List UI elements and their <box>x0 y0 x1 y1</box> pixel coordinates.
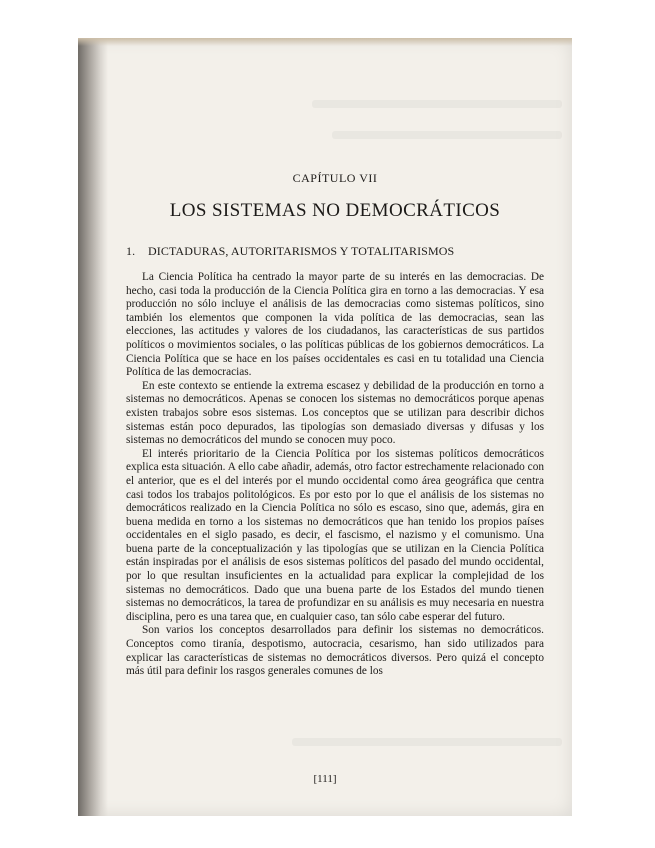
chapter-label: CAPÍTULO VII <box>292 171 378 185</box>
body-paragraph: El interés prioritario de la Ciencia Política por los sistemas políticos democráticos explica esta situación. A ello cabe añadir, además, otro factor estrechamente relacionado con el anterior, que es el del interés por el mundo occidental como área geográfica que centra casi todos los trabajos politológicos. Es por esto por lo que el análisis de los sistemas no democráticos realizado en la Ciencia Política no sólo es escaso, sino que, además, gira en buena medida en torno a los sistemas no democráticos que han tenido los propios países occidentales en el siglo pasado, es decir, el fascismo, el nazismo y el comunismo. Una buena parte de la conceptualización y las tipologías que se utilizan en la Ciencia Política están inspiradas por el análisis de esos sistemas políticos del pasado del mundo occidental, por lo que resultan insuficientes en la actualidad para explicar la complejidad de los sistemas no democráticos. Dado que una buena parte de los Estados del mundo tienen sistemas no democráticos, la tarea de profundizar en su análisis es muy necesaria en nuestra disciplina, pero es una tarea que, en cualquier caso, tan sólo cabe esperar del futuro. <box>126 447 544 623</box>
section-number: 1. <box>126 244 136 258</box>
body-paragraph: La Ciencia Política ha centrado la mayor parte de su interés en las democracias. De hecho, casi toda la producción de la Ciencia Política gira en torno a las democracias. Y esa producción no sólo incluye el análisis de las democracias como sistemas políticos, sino también los elementos que componen la vida política de las democracias, sean las elecciones, las actitudes y valores de los ciudadanos, las características de sus partidos políticos o movimientos sociales, o las políticas públicas de los gobiernos democráticos. La Ciencia Política que se hace en los países occidentales es casi en tu totalidad una Ciencia Política de las democracias. <box>126 271 544 379</box>
show-through-mark <box>332 131 562 139</box>
book-page <box>78 38 572 816</box>
page-content <box>126 171 544 679</box>
body-paragraph: En este contexto se entiende la extrema escasez y debilidad de la producción en torno a sistemas no democráticos. Apenas se conocen los sistemas no democráticos porque apenas existen trabajos sobre esos sistemas. Los conceptos que se utilizan para describir dichos sistemas están poco depurados, las tipologías son demasiado diversas y difusas y los sistemas no democráticos del mundo se conocen muy poco. <box>126 379 544 447</box>
body-paragraph: Son varios los conceptos desarrollados para definir los sistemas no democráticos. Conceptos como tiranía, despotismo, autocracia, cesarismo, han sido utilizados para explicar las características de sistemas no democráticos diversos. Pero quizá el concepto más útil para definir los rasgos generales comunes de los <box>126 624 544 678</box>
page-number: [111] <box>313 773 337 785</box>
show-through-mark <box>292 738 562 746</box>
section-heading <box>126 244 544 259</box>
binding-gutter-shadow <box>78 38 108 816</box>
page-top-edge <box>78 38 572 46</box>
chapter-title: LOS SISTEMAS NO DEMOCRÁTICOS <box>169 200 501 221</box>
show-through-mark <box>312 100 562 108</box>
section-title: DICTADURAS, AUTORITARISMOS Y TOTALITARISMOS <box>148 244 455 258</box>
